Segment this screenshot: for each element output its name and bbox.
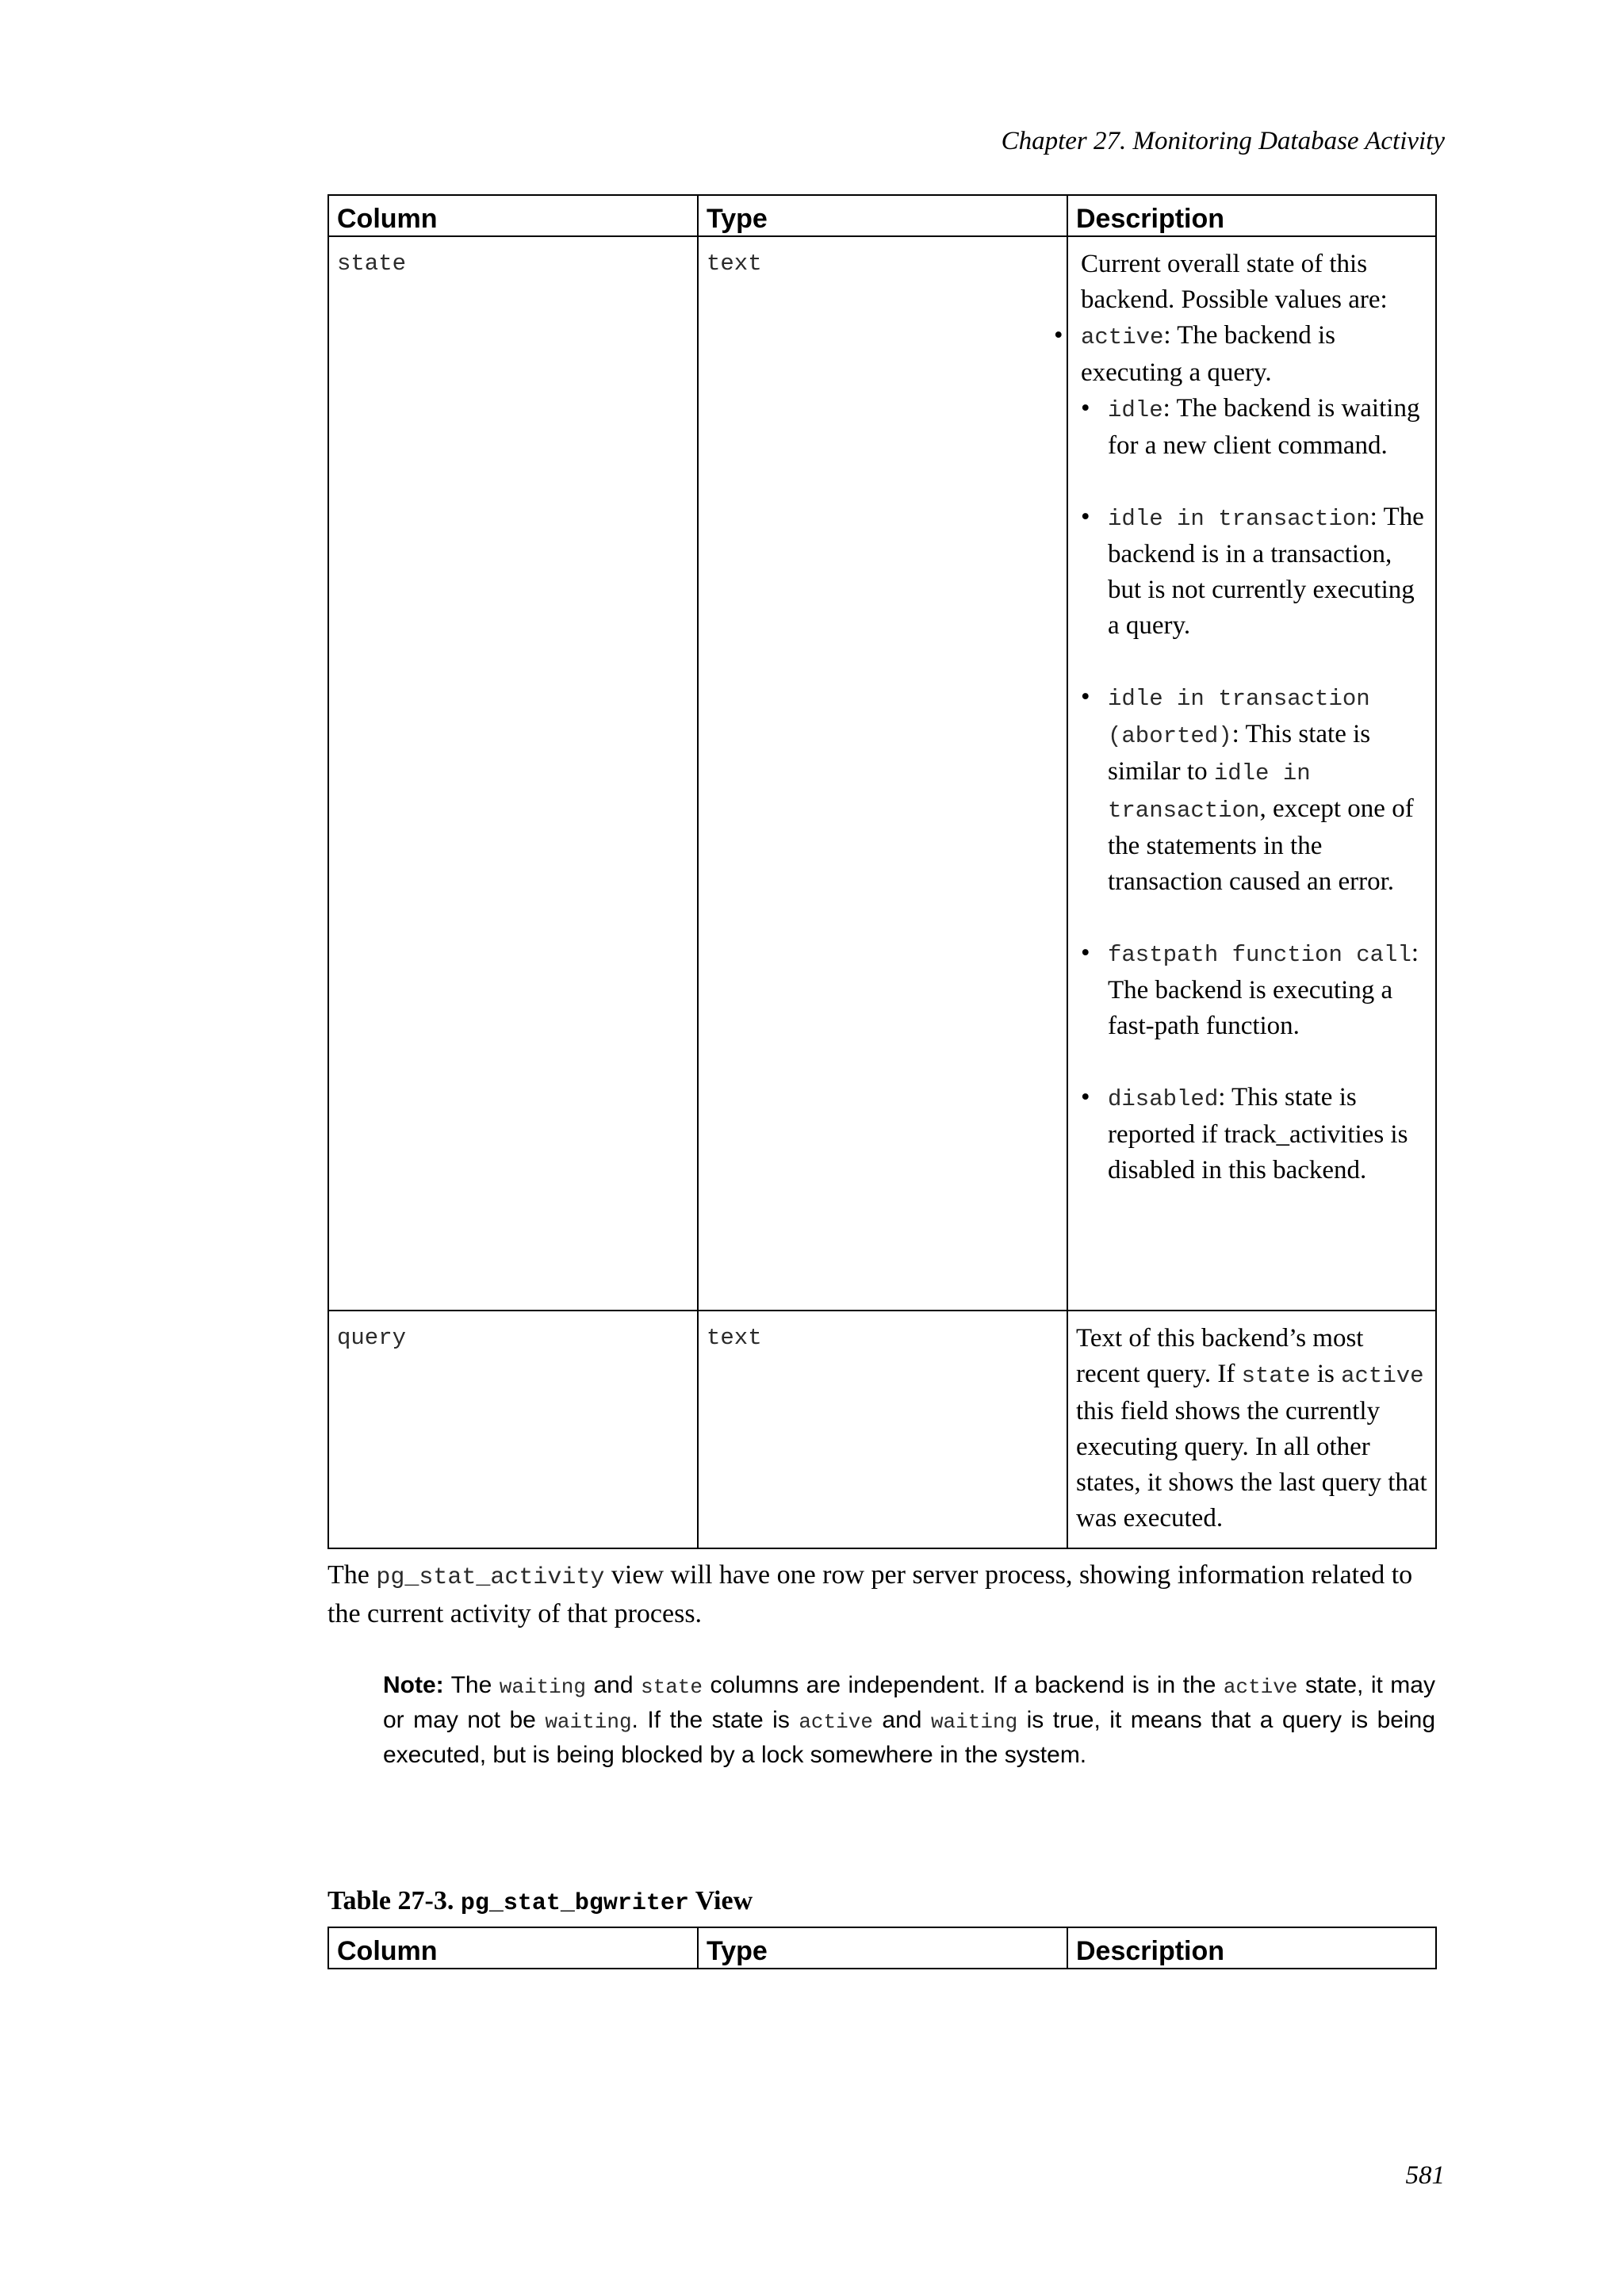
table-row <box>328 236 1436 1311</box>
note-label: Note: <box>383 1672 444 1698</box>
note-block: Note: The waiting and state columns are independent. If a backend is in the active state, it may or may not be waiting. If the state is active and waiting is true, it means that a query is being executed, but is being blocked by a lock somewhere in the system. <box>383 1672 1435 1768</box>
bullet-icon: • <box>1081 394 1090 423</box>
bullet-icon: • <box>1081 1083 1090 1112</box>
chapter-header: Chapter 27. Monitoring Database Activity <box>1001 127 1445 155</box>
type-header: Type <box>698 195 1067 236</box>
table-row <box>328 1311 1436 1548</box>
list-item: • disabled: This state is reported if track_activities is disabled in this backend. <box>1081 1080 1427 1188</box>
list-item: • idle in transaction (aborted): This state is similar to idle in transaction, except one of the statements in the transaction caused an error. <box>1081 679 1427 900</box>
type-header: Type <box>698 1927 1067 1969</box>
type-cell: text <box>698 236 1067 1311</box>
bullet-icon: • <box>1081 503 1090 531</box>
state-intro: Current overall state of this backend. Possible values are: <box>1081 250 1388 314</box>
column-name-cell: query <box>328 1311 698 1548</box>
bullet-icon: • <box>1081 939 1090 967</box>
list-item: • fastpath function call: The backend is executing a fast-path function. <box>1081 936 1427 1044</box>
bullet-icon: • <box>1081 683 1090 711</box>
column-header: Column <box>328 1927 698 1969</box>
column-header: Column <box>328 195 698 236</box>
body-paragraph: The pg_stat_activity view will have one row per server process, showing information related to the current activity of that process. <box>327 1560 1413 1628</box>
stat-bgwriter-table <box>327 1927 1437 1969</box>
column-name-cell: state <box>328 236 698 1311</box>
table-header-row <box>328 1927 1436 1969</box>
bullet-icon: • <box>1054 321 1063 350</box>
list-item: • idle in transaction: The backend is in a transaction, but is not currently executing a query. <box>1081 499 1427 644</box>
description-cell <box>1054 236 1436 1311</box>
description-cell: Text of this backend’s most recent query. If state is active this field shows the currently executing query. In all other states, it shows the last query that was executed. <box>1067 1311 1436 1548</box>
type-cell: text <box>698 1311 1067 1548</box>
stat-activity-table <box>327 194 1437 1549</box>
list-item: • idle: The backend is waiting for a new client command. <box>1081 391 1427 464</box>
description-header: Description <box>1067 1927 1436 1969</box>
table-caption: Table 27-3. pg_stat_bgwriter View <box>327 1886 753 1917</box>
table-header-row <box>328 195 1436 236</box>
description-header: Description <box>1067 195 1436 236</box>
list-item: • active: The backend is executing a query. <box>1081 318 1427 391</box>
page-number: 581 <box>1405 2161 1445 2190</box>
